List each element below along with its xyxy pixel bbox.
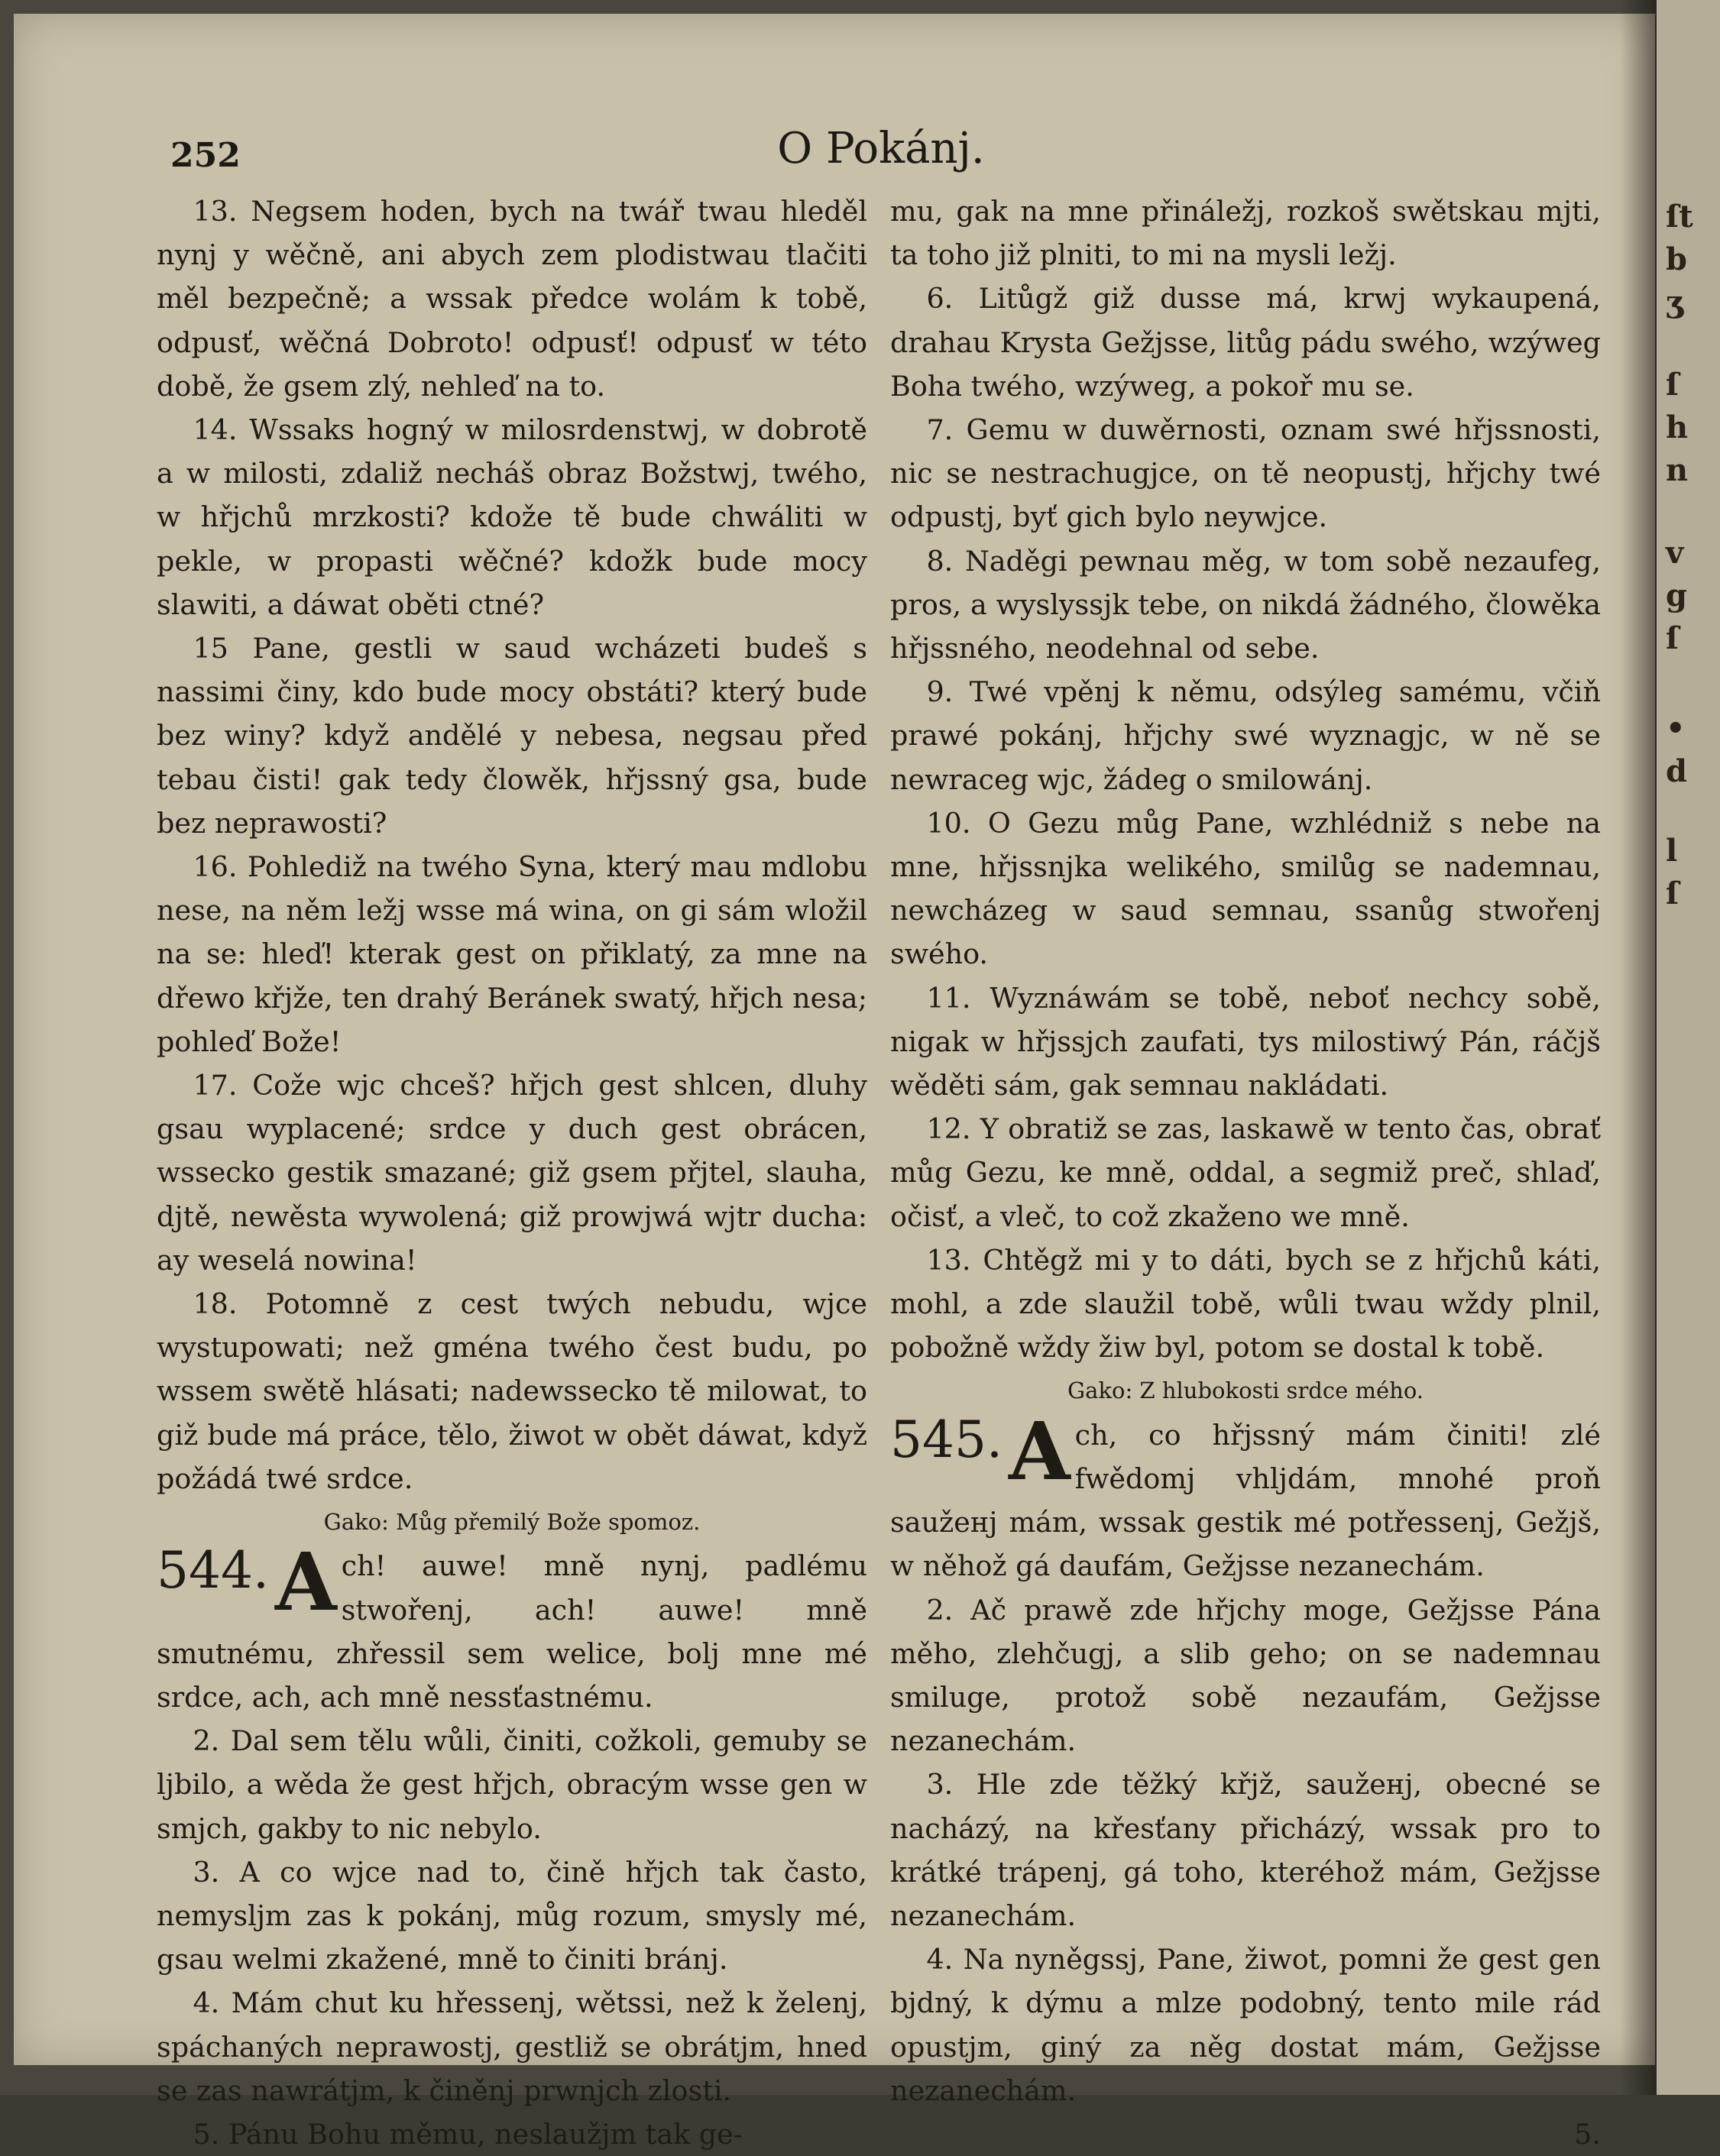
edge-text-fragment: ſ [1666,876,1680,911]
edge-text-fragment: l [1666,833,1678,869]
drop-cap-initial: A [1008,1403,1071,1498]
verse-paragraph: 3. Hle zde těžký křjž, saužенj, obecné se nacházý, na křesťany přicházý, wssak pro to krátké trápenj, gá toho, kteréhož mám, Gežjsse nezanechám. [890,1768,1601,1932]
edge-text-fragment: d [1666,753,1687,789]
hymn-545 [890,1403,1601,1588]
left-column [157,189,867,2156]
verse-paragraph: 14. Wssaks hogný w milosrdenstwj, w dobrotě a w milosti, zdaliž necháš obraz Božstwj, twého, w hřjchů mrzkosti? kdože tě bude chwáliti w pekle, w propasti wěčné? kdožk bude mocy slawiti, a dáwat oběti ctné? [157,413,867,621]
edge-text-fragment: v [1666,535,1684,571]
verse-paragraph: 18. Potomně z cest twých nebudu, wjce wystupowati; než gména twého čest budu, po wssem swětě hlásati; nadewssecko tě milowat, to giž bude má práce, tělo, žiwot w obět dáwat, když požádá twé srdce. [157,1287,867,1495]
hymn-first-verse: ch, co hřjssný mám činiti! zlé fwědomj vhljdám, mnohé proň saužенj mám, wssak gestik mé potřessenj, Gežjš, w něhož gá daufám, Gežjsse nezanechám. [890,1418,1601,1583]
edge-text-fragment: g [1666,578,1687,613]
hymn-544 [157,1535,867,1719]
verse-paragraph: 10. O Gezu můg Pane, wzhlédniž s nebe na mne, hřjssnjka welikého, smilůg se nademnau, newcházeg w saud semnau, ssanůg stwořenj swého. [890,806,1601,971]
drop-cap-initial: A [274,1535,337,1630]
verse-paragraph: 8. Naděgi pewnau měg, w tom sobě nezaufeg, pros, a wyslyssjk tebe, on nikdá žádného, člowěka hřjssného, neodehnal od sebe. [890,544,1601,665]
facing-page-edge [1657,0,1720,2095]
verse-paragraph: 11. Wyznáwám se tobě, neboť nechcy sobě, nigak w hřjssjch zaufati, tys milostiwý Pán, ráčjš wěděti sám, gak semnau nakládati. [890,981,1601,1102]
verse-paragraph: 6. Litůgž giž dusse má, krwj wykaupená, drahau Krysta Gežjsse, litůg pádu swého, wzýweg Boha twého, wzýweg, a pokoř mu se. [890,282,1601,403]
verse-paragraph: 3. A co wjce nad to, čině hřjch tak často, nemyslјm zas k pokánj, můg rozum, smysly mé, gsau welmi zkažené, mně to činiti bránj. [157,1855,867,1976]
verse-paragraph: 4. Na nyněgssj, Pane, žiwot, pomni že gest gen bjdný, k dýmu a mlze podobný, tento mile rád opustjm, giný za něg dostat mám, Gežjsse nezanechám. [890,1943,1601,2107]
catchword: 5. [1574,2117,1601,2151]
hymn-number: 544. [157,1541,269,1601]
hymn-number: 545. [890,1410,1003,1469]
edge-text-fragment: h [1666,410,1689,445]
edge-text-fragment: ʒ [1666,284,1683,320]
verse-paragraph: 4. Mám chut ku hřessenj, wětssi, než k želenj, spáchaných neprawostj, gestliž se obrátjm, hned se zas nawrátjm, k činěnj prwnjch zlosti. [157,1986,867,2107]
edge-text-fragment: • [1666,711,1686,746]
verse-paragraph: 5. Pánu Bohu měmu, neslaužјm tak ge- [193,2117,743,2151]
verse-paragraph: 9. Twé vpěnj k němu, odsýleg samému, včiň prawé pokánj, hřjchy swé wyznagjc, w ně se newraceg wjc, žádeg o smilowánj. [890,675,1601,796]
verse-paragraph: 13. Chtěgž mi y to dáti, bych se z hřjchů káti, mohl, a zde slaužil tobě, wůli twau wždy plnil, pobožně wždy žiw byl, potom se dostal k tobě. [890,1243,1601,1364]
verse-paragraph: 7. Gemu w duwěrnosti, oznam swé hřjssnosti, nic se nestrachugjce, on tě neopustj, hřjchy twé odpustj, byť gich bylo neywjce. [890,413,1601,534]
verse-paragraph: 2. Ač prawě zde hřjchy moge, Gežjsse Pána měho, zlehčugj, a slib geho; on se nademnau smiluge, protož sobě nezaufám, Gežjsse nezanechám. [890,1593,1601,1758]
edge-text-fragment: n [1666,452,1689,488]
verse-paragraph: 2. Dal sem tělu wůli, činiti, cožkoli, gemuby se ljbilo, a wěda že gest hřjch, obracým wsse gen w smjch, gakby to nic nebylo. [157,1724,867,1845]
verse-paragraph: 17. Cože wjc chceš? hřjch gest shlcen, dluhy gsau wyplacené; srdce y duch gest obrácen, wssecko gestik smazané; giž gsem přjtel, slauha, djtě, newěsta wywolená; giž prowjwá wjtr ducha: ay weselá nowina! [157,1069,867,1277]
hymn-first-verse: ch! auwe! mně nynj, padlému stwořenj, ach! auwe! mně smutnému, zhřessil sem welice, bolj mne mé srdce, ach, ach mně nessťastnému. [157,1549,867,1714]
running-title: O Pokánj. [777,124,985,173]
edge-text-fragment: ſ [1666,367,1680,403]
verse-paragraph: 12. Y obratiž se zas, laskawě w tento čas, obrať můg Gezu, ke mně, oddal, a segmiž preč, shlaď, očisť, a vleč, to což zkaženo we mně. [890,1112,1601,1233]
edge-text-fragment: b [1666,241,1687,277]
page-header [170,121,1592,182]
verse-paragraph: 16. Pohlediž na twého Syna, který mau mdlobu nese, na něm ležj wsse má wina, on gi sám wložil na se: hleď! kterak gest on přiklatý, za mne na dřewo křjže, ten drahý Beránek swatý, hřjch nesa; pohleď Bože! [157,850,867,1058]
tune-indication: Gako: Můg přemilý Bože spomoz. [323,1509,701,1536]
page-number: 252 [170,136,241,175]
verse-paragraph: mu, gak na mne přináležj, rozkoš swětskau mjti, ta toho již plniti, to mi na mysli ležj. [890,195,1601,272]
tune-indication: Gako: Z hlubokosti srdce mého. [1067,1377,1424,1404]
edge-text-fragment: ſ [1666,620,1680,656]
catchword-line [890,2112,1601,2156]
verse-paragraph: 13. Negsem hoden, bych na twář twau hleděl nynj y wěčně, ani abych zem plodistwau tlačiti měl bezpečně; a wssak předce wolám k tobě, odpusť, wěčná Dobroto! odpusť! odpusť w této době, že gsem zlý, nehleď na to. [157,195,867,403]
edge-text-fragment: ſt [1666,199,1693,235]
right-column [890,189,1601,2156]
verse-paragraph: 15 Pane, gestli w saud wcházeti budeš s nassimi činy, kdo bude mocy obstáti? který bude bez winy? když andělé y nebesa, negsau před tebau čisti! gak tedy člowěk, hřjssný gsa, bude bez neprawosti? [157,632,867,840]
